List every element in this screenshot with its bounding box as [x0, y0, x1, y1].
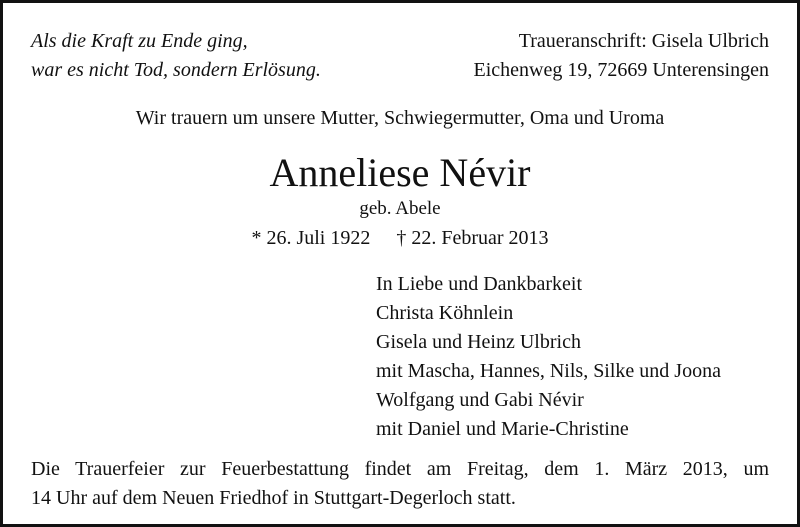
death-date: † 22. Februar 2013 — [396, 227, 549, 249]
mourners-list — [376, 270, 721, 444]
mourning-address — [474, 27, 769, 85]
mourner-line: mit Daniel und Marie-Christine — [376, 418, 629, 440]
motto-line: Als die Kraft zu Ende ging, — [31, 30, 248, 52]
life-dates — [3, 224, 797, 252]
intro-text: Wir trauern um unsere Mutter, Schwiegermutter, Oma und Uroma — [135, 107, 665, 129]
mourner-line: In Liebe und Dankbarkeit — [376, 273, 583, 295]
address-line: Eichenweg 19, 72669 Unterensingen — [473, 59, 769, 81]
service-line: Die Trauerfeier zur Feuerbestattung findet am Freitag, dem 1. März 2013, um — [31, 458, 769, 480]
motto — [31, 27, 321, 85]
mourner-line: Wolfgang und Gabi Névir — [376, 389, 584, 411]
mourner-line: Christa Köhnlein — [376, 302, 514, 324]
address-line: Traueranschrift: Gisela Ulbrich — [518, 30, 769, 52]
born-name: geb. Abele — [359, 198, 441, 219]
deceased-name: Anneliese Névir — [269, 150, 531, 195]
mourner-line: mit Mascha, Hannes, Nils, Silke und Joona — [376, 360, 721, 382]
mourner-line: Gisela und Heinz Ulbrich — [376, 331, 581, 353]
funeral-service-info — [31, 455, 769, 513]
birth-date: * 26. Juli 1922 — [251, 227, 371, 249]
service-line: 14 Uhr auf dem Neuen Friedhof in Stuttgart-Degerloch statt. — [31, 487, 516, 509]
motto-line: war es nicht Tod, sondern Erlösung. — [31, 59, 321, 81]
